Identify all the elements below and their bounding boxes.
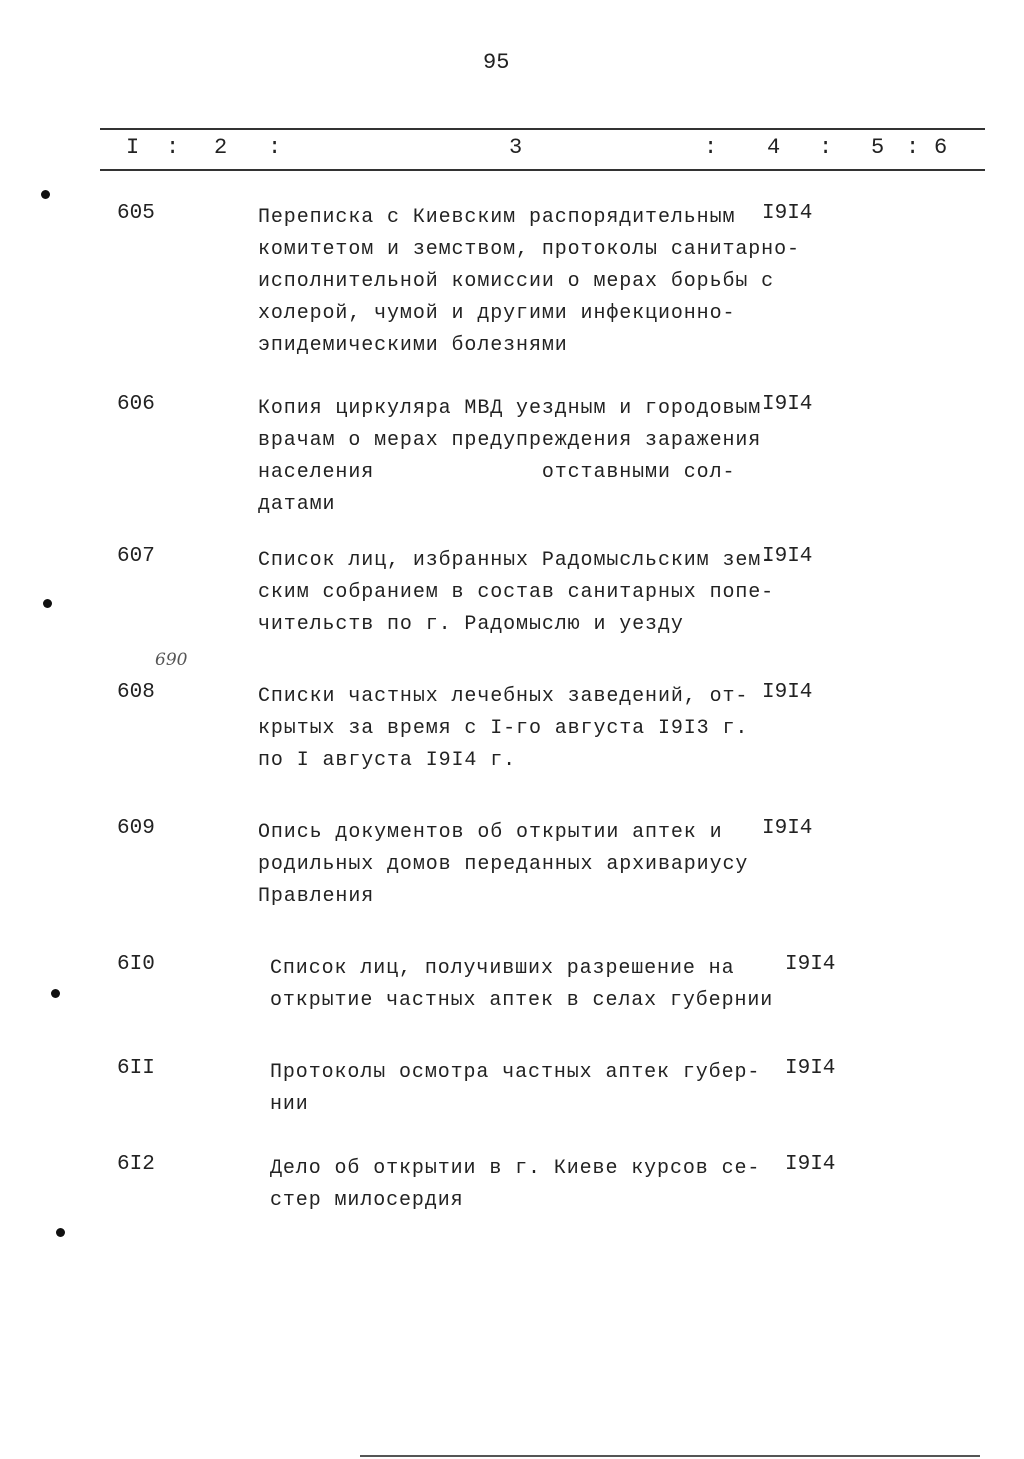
description-line: комитетом и земством, протоколы санитарно- (258, 238, 800, 261)
column-separator: : (704, 135, 718, 160)
item-number: 6I0 (117, 953, 155, 976)
description-line: Опись документов об открытии аптек и (258, 821, 723, 844)
description-line: Протоколы осмотра частных аптек губер- (270, 1061, 761, 1084)
item-year: I9I4 (762, 393, 813, 416)
description-line: эпидемическими болезнями (258, 334, 568, 357)
item-description (258, 545, 774, 641)
description-line: холерой, чумой и другими инфекционно- (258, 302, 736, 325)
page-number: 95 (483, 50, 510, 75)
item-number: 6II (117, 1057, 155, 1080)
column-header: 5 (871, 135, 885, 160)
description-line: родильных домов переданных архивариусу (258, 853, 749, 876)
column-separator: : (268, 135, 282, 160)
item-year: I9I4 (762, 545, 813, 568)
column-header: 2 (214, 135, 228, 160)
handwritten-note: 690 (155, 650, 188, 670)
punch-hole-mark (51, 989, 60, 998)
description-line: по I августа I9I4 г. (258, 749, 517, 772)
description-line: Копия циркуляра МВД уездным и городовым (258, 397, 762, 420)
item-description (270, 1057, 760, 1121)
description-line: Переписка с Киевским распорядительным (258, 206, 736, 229)
description-line: Списки частных лечебных заведений, от- (258, 685, 749, 708)
item-description (270, 1153, 760, 1217)
item-description (258, 817, 748, 913)
item-number: 605 (117, 202, 155, 225)
item-year: I9I4 (785, 953, 836, 976)
column-separator: : (906, 135, 920, 160)
item-year: I9I4 (762, 817, 813, 840)
item-number: 607 (117, 545, 155, 568)
description-line: Правления (258, 885, 375, 908)
description-line: Дело об открытии в г. Киеве курсов се- (270, 1157, 761, 1180)
column-separator: : (166, 135, 180, 160)
item-year: I9I4 (785, 1153, 836, 1176)
column-header: 6 (934, 135, 948, 160)
description-line: нии (270, 1093, 309, 1116)
column-header: 3 (509, 135, 523, 160)
item-year: I9I4 (762, 202, 813, 225)
description-line: Список лиц, избранных Радомысльским зем- (258, 549, 775, 572)
item-description (258, 393, 761, 521)
description-line: населения отставными сол- (258, 461, 736, 484)
item-number: 606 (117, 393, 155, 416)
item-year: I9I4 (762, 681, 813, 704)
description-line: датами (258, 493, 336, 516)
punch-hole-mark (41, 190, 50, 199)
column-header: 4 (767, 135, 781, 160)
description-line: чительств по г. Радомыслю и уезду (258, 613, 684, 636)
column-header: I (126, 135, 140, 160)
punch-hole-mark (43, 599, 52, 608)
description-line: открытие частных аптек в селах губернии (270, 989, 774, 1012)
item-number: 6I2 (117, 1153, 155, 1176)
description-line: Список лиц, получивших разрешение на (270, 957, 735, 980)
description-line: стер милосердия (270, 1189, 464, 1212)
header-rule-top (100, 128, 985, 130)
column-separator: : (819, 135, 833, 160)
description-line: исполнительной комиссии о мерах борьбы с (258, 270, 775, 293)
header-rule-bottom (100, 169, 985, 171)
item-year: I9I4 (785, 1057, 836, 1080)
punch-hole-mark (56, 1228, 65, 1237)
description-line: ским собранием в состав санитарных попе- (258, 581, 775, 604)
bottom-edge-line (360, 1455, 980, 1457)
item-number: 608 (117, 681, 155, 704)
item-number: 609 (117, 817, 155, 840)
item-description (270, 953, 773, 1017)
item-description (258, 681, 748, 777)
item-description (258, 202, 800, 362)
description-line: крытых за время с I-го августа I9I3 г. (258, 717, 749, 740)
description-line: врачам о мерах предупреждения заражения (258, 429, 762, 452)
